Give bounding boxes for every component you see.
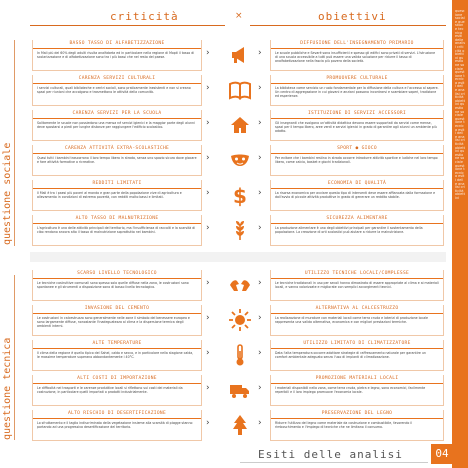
criticality-text: Le costruzioni in calcestruzzo sono generalmente nelle zone il simbolo del benessere europeo e sono largamente diffuse, nonostante l'inadeguatezza al clima e la dispersione termica degli ambienti interni. [37, 316, 190, 329]
criticality-text: Il clima della regione è quello tipico del Sahel, caldo e secco, e in particolare nella stagione calda, le massime temperature superano abbondantemente i 40°C. [37, 351, 194, 360]
objective-text: Gli insegnanti che svolgono un'attività didattica devono essere supportati da servizi come mense, spazi per il tempo libero, aree verdi e servizi igienici in grado di garantire agli alunni un ambiente più adatto. [275, 121, 437, 134]
chevron-right-icon: › [258, 277, 262, 288]
dollar-icon [228, 183, 252, 207]
chevron-right-icon: › [206, 347, 210, 358]
criticality-text: Lo sfruttamento e il taglio indiscriminato della vegetazione insieme alla scarsità di piogge stanno portando ad una progressiva desertificazione del territorio. [37, 421, 193, 430]
criticality-box [32, 375, 202, 406]
header-obiettivi: obiettivi [318, 10, 387, 23]
criticality-title: INVASIONE DEL CEMENTO [33, 305, 201, 313]
header-rule-left [30, 25, 225, 26]
objective-box [270, 270, 444, 301]
stripe-text: questione sociale questione tecnica esiti delle analisi criticità obiettivi questione sociale questione tecnica esiti delle analisi criticità obiettivi questione sociale questione tecnica esiti delle analisi criticità obiettivi questione sociale questione tecnica esiti delle analisi criticità obiettivi [455, 10, 465, 200]
thermometer-icon [228, 343, 252, 367]
chevron-right-icon: › [206, 312, 210, 323]
footer-rule [240, 462, 428, 463]
chevron-right-icon: › [258, 312, 262, 323]
objective-box [270, 340, 444, 371]
chevron-right-icon: › [206, 417, 210, 428]
objective-title: PRESERVAZIONE DEL LEGNO [271, 410, 443, 418]
title-underline [33, 418, 201, 419]
chevron-right-icon: › [258, 417, 262, 428]
title-underline [271, 83, 443, 84]
title-underline [33, 188, 201, 189]
criticality-title: BASSO TASSO DI ALFABETIZZAZIONE [33, 40, 201, 48]
criticality-text: Il Mali è tra i paesi più poveri al mondo e gran parte della popolazione vive di agricoltura e allevamento in condizioni di estrema povertà, con redditi molto bassi e limitati. [37, 191, 182, 200]
title-underline [271, 348, 443, 349]
criticality-box [32, 145, 202, 176]
title-underline [33, 383, 201, 384]
section-label-social: questione sociale [2, 142, 13, 245]
objective-text: Le tecniche tradizionali in uso per secoli hanno dimostrato di essere appropriate al clima e ai materiali locali, e vanno valorizzate e migliorate con semplici accorgimenti tecnici. [275, 281, 439, 290]
objective-title: SICUREZZA ALIMENTARE [271, 215, 443, 223]
chevron-right-icon: › [258, 382, 262, 393]
chevron-right-icon: › [206, 277, 210, 288]
objective-box [270, 305, 444, 336]
objective-text: Data l'alta temperatura occorre adottare strategie di raffrescamento naturale per garantire un comfort ambientale adeguato senza l'uso di impianti di climatizzazione. [275, 351, 426, 360]
page-number-badge: 04 [431, 444, 453, 464]
criticality-box [32, 75, 202, 106]
objective-title: ISTITUZIONE DI SERVIZI ACCESSORI [271, 110, 443, 118]
title-underline [33, 118, 201, 119]
title-underline [271, 278, 443, 279]
title-underline [33, 48, 201, 49]
title-underline [271, 153, 443, 154]
objective-box [270, 215, 444, 246]
title-underline [33, 83, 201, 84]
chevron-right-icon: › [258, 187, 262, 198]
chevron-right-icon: › [258, 152, 262, 163]
objective-title: ALTERNATIVA AL CALCESTRUZZO [271, 305, 443, 313]
criticality-text: L'agricoltura è una delle attività principali del territorio, ma l'insufficienza di raccolti e la scarsità di cibo rendono ancora alto il tasso di malnutrizione soprattutto nei bambini. [37, 226, 196, 235]
header-criticita: criticità [110, 10, 179, 23]
title-underline [33, 313, 201, 314]
criticality-box [32, 215, 202, 246]
title-underline [271, 418, 443, 419]
objective-text: Le scuole pubbliche e Sevaré sono insufficienti e spesso gli edifici sono privati di servizi. L'istruzione di una scuola accessibile a tutti può essere una valida soluzione per ridurre il tasso di analfabetizzazione nella fascia più povera della società. [275, 51, 436, 64]
chevron-right-icon: › [258, 347, 262, 358]
truck-icon [228, 378, 252, 402]
orange-side-stripe [452, 0, 468, 468]
footer-title: Esiti delle analisi [258, 448, 403, 461]
chevron-right-icon: › [258, 82, 262, 93]
title-underline [271, 313, 443, 314]
criticality-title: CARENZA SERVIZI PER LA SCUOLA [33, 110, 201, 118]
criticality-title: CARENZA ATTIVITÀ EXTRA-SCOLASTICHE [33, 145, 201, 153]
criticality-title: ALTE TEMPERATURE [33, 340, 201, 348]
criticality-title: CARENZA SERVIZI CULTURALI [33, 75, 201, 83]
criticality-title: SCARSO LIVELLO TECNOLOGICO [33, 270, 201, 278]
criticality-title: ALTO RISCHIO DI DESERTIFICAZIONE [33, 410, 201, 418]
title-underline [271, 383, 443, 384]
objective-box [270, 145, 444, 176]
chevron-right-icon: › [258, 222, 262, 233]
house-icon [228, 113, 252, 137]
criticality-title: ALTO TASSO DI MALNUTRIZIONE [33, 215, 201, 223]
objective-text: La produzione alimentare è uno degli obiettivi principali per garantire il sostentamento della popolazione. La creazione di orti scolastici può aiutare a ridurre la malnutrizione. [275, 226, 423, 235]
section-rule-social [14, 40, 15, 246]
objective-title: DIFFUSIONE DELL'INSEGNAMENTO PRIMARIO [271, 40, 443, 48]
criticality-text: I servizi culturali, quali biblioteche e centri sociali, sono praticamente inesistenti e non si creano spazi per riunioni che accolgono e trasmettono le attività della comunità. [37, 86, 191, 95]
criticality-box [32, 270, 202, 301]
objective-text: La biblioteca come servizio un ruolo fondamentale per la diffusione della cultura e l'accesso al sapere. Un centro di aggregazione in cui giovani e anziani possano incontrarsi e scambiare saperi, tradizione ed esperienze. [275, 86, 439, 99]
objective-box [270, 375, 444, 406]
objective-box [270, 410, 444, 441]
criticality-text: In Mali più del 60% degli adulti risulta analfabeta ed in particolare nella regione di Mopti il tasso di scolarizzazione e di alfabetizzazione sono tra i più bassi che nel resto del paese. [37, 51, 195, 60]
criticality-box [32, 340, 202, 371]
book-icon [228, 78, 252, 102]
title-underline [33, 348, 201, 349]
criticality-box [32, 180, 202, 211]
objective-text: I materiali disponibili nella zona, come terra cruda, pietra e legno, sono economici, facilmente reperibili e il loro impiego promuove l'economia locale. [275, 386, 426, 395]
svg-text:$: $ [233, 183, 247, 207]
title-underline [33, 153, 201, 154]
criticality-text: Quasi tutti i bambini trascorrono il loro tempo libero in strada, senza uno spazio sicuro dove giocare e fare attività formative o ricreative. [37, 156, 197, 165]
criticality-title: REDDITI LIMITATI [33, 180, 201, 188]
tree-icon [228, 413, 252, 437]
chevron-right-icon: › [258, 117, 262, 128]
objective-box [270, 180, 444, 211]
section-rule-technical [14, 275, 15, 440]
criticality-box [32, 410, 202, 441]
objective-box [270, 75, 444, 106]
chevron-right-icon: › [206, 152, 210, 163]
chevron-right-icon: › [206, 187, 210, 198]
title-underline [271, 188, 443, 189]
criticality-text: Le difficoltà nei trasporti e le carenze produttive locali si riflettono sui costi dei materiali da costruzione, in particolare quelli importati o prodotti industrialmente. [37, 386, 183, 395]
title-underline [271, 118, 443, 119]
objective-text: La risorsa economica per avviare questo tipo di interventi deve essere affiancata dalla formazione e dall'avvio di piccole attività produttive in grado di generare un reddito stabile. [275, 191, 436, 200]
objective-text: Ridurre l'utilizzo del legno come materiale da costruzione e combustibile, favorendo il rimboschimento e l'impiego di tecniche che ne limitano il consumo. [275, 421, 413, 430]
criticality-box [32, 40, 202, 71]
objective-title: UTILIZZO LIMITATO DI CLIMATIZZATORE [271, 340, 443, 348]
criticality-box [32, 110, 202, 141]
criticality-box [32, 305, 202, 336]
criticality-title: ALTI COSTI DI IMPORTAZIONE [33, 375, 201, 383]
title-underline [33, 278, 201, 279]
objective-text: Per evitare che i bambini restino in strada occorre introdurre attività sportive e ludiche nel loro tempo libero, come calcio, basket e giochi tradizionali. [275, 156, 438, 165]
objective-title: PROMUOVERE CULTURALE [271, 75, 443, 83]
section-label-technical: questione tecnica [2, 337, 13, 440]
header-rule-right [250, 25, 446, 26]
criticality-text: Le tecniche costruttive comunali sono spesso solo quelle diffuse nella zona, le costruzioni sono spontanee e gli strumenti a disposizione sono di basso livello tecnologico. [37, 281, 189, 290]
megaphone-icon [228, 43, 252, 67]
objective-title: UTILIZZO TECNICHE LOCALI/COMPLESSE [271, 270, 443, 278]
section-divider [30, 252, 446, 262]
wheat-icon [228, 218, 252, 242]
chevron-right-icon: › [206, 82, 210, 93]
chevron-right-icon: › [206, 222, 210, 233]
mask-icon [228, 148, 252, 172]
hands-icon [228, 273, 252, 297]
sun-icon [228, 308, 252, 332]
chevron-right-icon: › [206, 382, 210, 393]
objective-title: PROMOZIONE MATERIALI LOCALI [271, 375, 443, 383]
objective-title: ECONOMIA DI QUALITÀ [271, 180, 443, 188]
title-underline [271, 48, 443, 49]
objective-text: La realizzazione di murature con materiali locali come terra cruda e laterizi di produzione locale rappresenta una valida alternativa, economica e con migliori prestazioni termiche. [275, 316, 428, 325]
title-underline [33, 223, 201, 224]
chevron-right-icon: › [258, 47, 262, 58]
chevron-right-icon: › [206, 117, 210, 128]
chevron-right-icon: › [206, 47, 210, 58]
title-underline [271, 223, 443, 224]
objective-box [270, 110, 444, 141]
objective-box [270, 40, 444, 71]
criticality-text: Solitamente le scuole non possiedono una mensa né servizi igienici e la maggior parte degli alunni deve spostarsi a piedi per lunghe distanze per raggiungere l'edificio scolastico. [37, 121, 195, 130]
cross-icon: × [235, 11, 243, 21]
objective-title: SPORT ● GIOCO [271, 145, 443, 153]
